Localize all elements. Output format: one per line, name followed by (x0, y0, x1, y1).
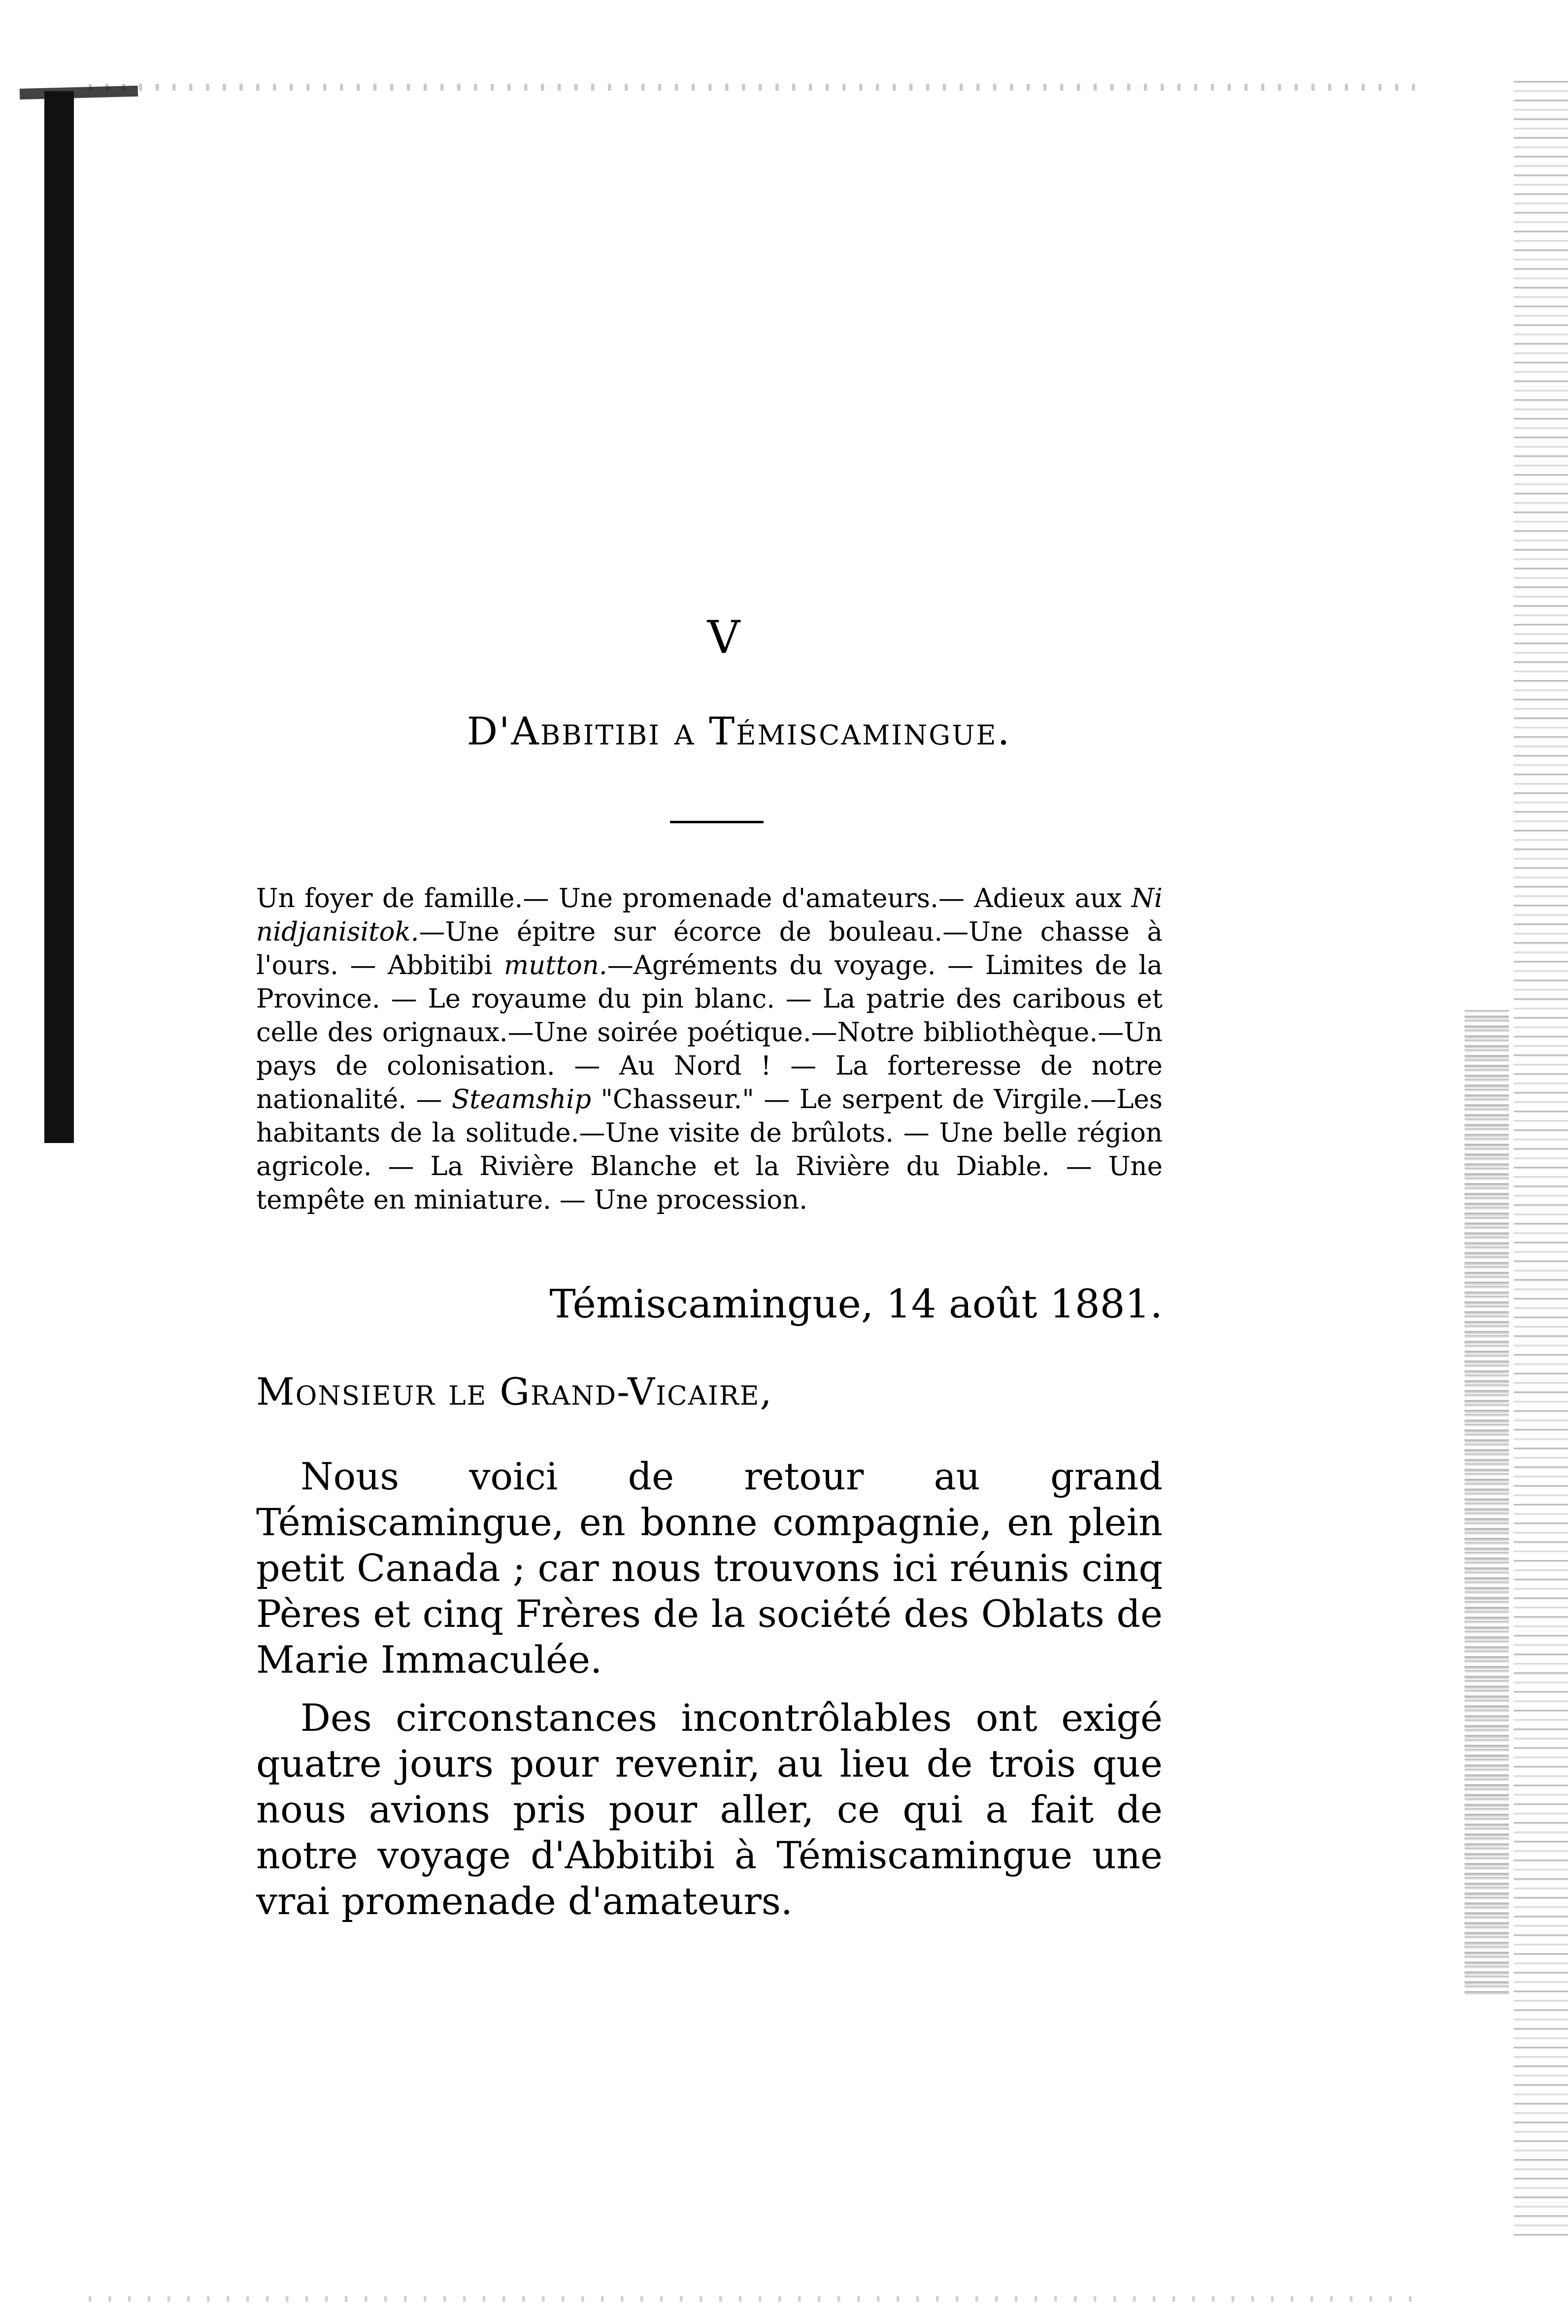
chapter-summary (256, 882, 1163, 1217)
scan-noise-top (89, 84, 1419, 91)
body-paragraph: Des circonstances incontrôlables ont exigé quatre jours pour revenir, au lieu de trois que nous avions pris pour aller, ce qui a fait de notre voyage d'Abbitibi à Témiscamingue une vrai promenade d'amateurs. (256, 1696, 1163, 1923)
body-paragraph: Nous voici de retour au grand Témiscamingue, en bonne compagnie, en plein petit Canada ; car nous trouvons ici réunis cinq Pères et cinq Frères de la société des Oblats de Marie Immaculée. (256, 1454, 1163, 1682)
summary-text: —Agréments du voyage. — Limites de la Province. — Le royaume du pin blanc. — La patrie des caribous et celle des orignaux.—Une soirée poétique.—Notre bibliothèque.—Un pays de colonisation. — Au Nord ! — La forteresse de notre nationalité. — (256, 950, 1163, 1114)
summary-italic-text: mutton. (503, 950, 607, 980)
summary-text: —Une épitre sur écorce de bouleau.—Une chasse à l'ours. — Abbitibi (256, 917, 1163, 980)
summary-italic-text: Ni nidjanisitok. (256, 883, 1163, 947)
scan-noise-bottom (89, 2296, 1419, 2302)
chapter-number: V (707, 611, 741, 664)
summary-text: Un foyer de famille.— Une promenade d'amateurs.— Adieux aux (256, 883, 1132, 913)
summary-text: "Chasseur." — Le serpent de Virgile.—Les habitants de la solitude.—Une visite de brûlots. — Une belle région agricole. — La Rivière Blanche et la Rivière du Diable. — Une tempête en miniature. — Une procession. (256, 1084, 1163, 1215)
summary-italic-text: Steamship (451, 1084, 592, 1114)
scan-binding-shadow (44, 91, 74, 1143)
chapter-title: D'Abbitibi a Témiscamingue. (467, 709, 1011, 754)
title-divider (670, 821, 764, 823)
letter-date-line: Témiscamingue, 14 août 1881. (549, 1281, 1163, 1327)
scan-bleed-through (1465, 1010, 1509, 1995)
letter-salutation: Monsieur le Grand-Vicaire, (256, 1370, 773, 1414)
scan-page-edge (1514, 74, 1568, 2242)
